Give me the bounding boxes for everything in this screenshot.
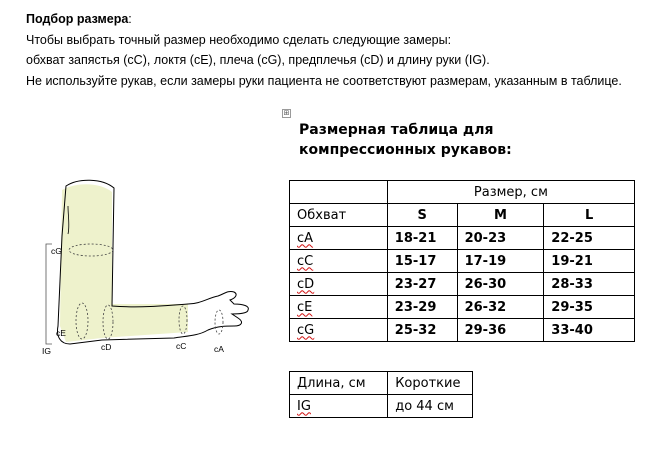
size-l-header: L <box>544 204 635 227</box>
sleeve-shape <box>60 184 188 342</box>
value-l: 33-40 <box>544 319 635 342</box>
intro-line-1: Чтобы выбрать точный размер необходимо сделать следующие замеры: <box>26 32 452 47</box>
value-l: 28-33 <box>544 273 635 296</box>
size-header: Размер, см <box>387 181 634 204</box>
label-ig: IG <box>42 346 51 356</box>
value-m: 20-23 <box>457 227 544 250</box>
table-row <box>290 250 635 273</box>
table-row <box>290 273 635 296</box>
label-ca: cA <box>214 344 224 354</box>
size-table-title: Размерная таблица для компрессионных рукавов: <box>299 122 512 158</box>
length-bracket <box>46 244 52 344</box>
table-row <box>290 296 635 319</box>
value-m: 17-19 <box>457 250 544 273</box>
row-label <box>290 250 388 273</box>
row-label <box>290 227 388 250</box>
intro-line-3: Не используйте рукав, если замеры руки пациента не соответствуют размерам, указанным в таблице. <box>26 73 622 88</box>
table-row <box>290 319 635 342</box>
length-table-row <box>290 395 473 418</box>
label-cd: cD <box>101 342 112 352</box>
value-s: 25-32 <box>387 319 457 342</box>
value-s: 23-27 <box>387 273 457 296</box>
length-header-label: Длина, см <box>290 372 388 395</box>
intro-heading-line <box>26 9 622 30</box>
intro-heading-colon: : <box>128 12 132 26</box>
intro-text <box>26 9 622 91</box>
length-table-header-row <box>290 372 473 395</box>
size-table-corner-cell <box>290 181 388 204</box>
row-label <box>290 273 388 296</box>
value-s: 23-29 <box>387 296 457 319</box>
length-row-label-text: IG <box>297 398 311 414</box>
measure-ring-ca <box>215 310 223 334</box>
value-l: 29-35 <box>544 296 635 319</box>
size-m-header: M <box>457 204 544 227</box>
value-l: 19-21 <box>544 250 635 273</box>
row-label-text: cG <box>297 322 315 338</box>
length-row-label <box>290 395 388 418</box>
length-row-value: до 44 см <box>388 395 473 418</box>
length-header-value: Короткие <box>388 372 473 395</box>
length-table <box>289 371 473 418</box>
size-table-subheader-row <box>290 204 635 227</box>
size-table-header-row <box>290 181 635 204</box>
label-cc: cC <box>176 341 187 351</box>
table-anchor-icon[interactable]: ⊞ <box>283 109 290 117</box>
row-label <box>290 319 388 342</box>
value-m: 26-30 <box>457 273 544 296</box>
row-label-text: cC <box>297 253 314 269</box>
value-m: 29-36 <box>457 319 544 342</box>
table-row <box>290 227 635 250</box>
size-s-header: S <box>387 204 457 227</box>
label-cg: cG <box>51 246 62 256</box>
value-s: 15-17 <box>387 250 457 273</box>
measure-header: Обхват <box>290 204 388 227</box>
value-l: 22-25 <box>544 227 635 250</box>
row-label-text: cE <box>297 299 313 315</box>
size-table <box>289 180 635 342</box>
intro-heading: Подбор размера <box>26 12 129 26</box>
arm-diagram <box>38 176 263 366</box>
row-label-text: cA <box>297 230 314 246</box>
value-m: 26-32 <box>457 296 544 319</box>
row-label-text: cD <box>297 276 315 292</box>
label-ce: cE <box>56 328 66 338</box>
value-s: 18-21 <box>387 227 457 250</box>
row-label <box>290 296 388 319</box>
intro-line-2: обхват запястья (cC), локтя (cE), плеча (cG), предплечья (cD) и длину руки (IG). <box>26 53 490 67</box>
